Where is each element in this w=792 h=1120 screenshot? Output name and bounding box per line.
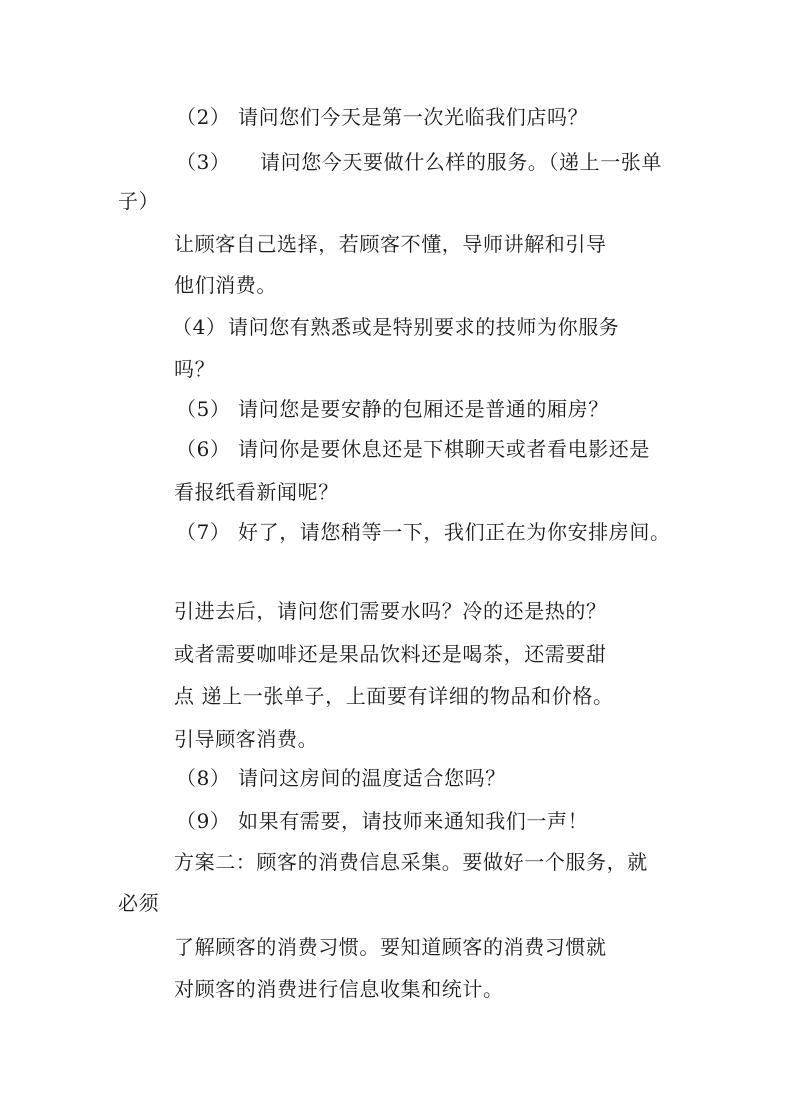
item-3-line	[176, 149, 662, 175]
paragraph-line	[174, 641, 607, 667]
item-number: （3）	[176, 150, 231, 174]
paragraph-line	[118, 890, 159, 916]
paragraph-text: 他们消费。	[174, 273, 277, 297]
paragraph-line	[174, 849, 648, 875]
paragraph-text: 吗？	[174, 357, 216, 381]
paragraph-text: 或者需要咖啡还是果品饮料还是喝茶，还需要甜	[174, 642, 607, 666]
paragraph-line	[174, 598, 607, 624]
item-number: （5）	[176, 397, 231, 421]
paragraph-text: 引进去后，请问您们需要水吗？冷的还是热的？	[174, 599, 607, 623]
paragraph-text: 必须	[118, 891, 160, 915]
item-number: （9）	[176, 809, 231, 833]
paragraph-text: 方案二：顾客的消费信息采集。要做好一个服务，就	[174, 850, 648, 874]
paragraph-text: 请问你是要休息还是下棋聊天或者看电影还是	[238, 437, 650, 461]
paragraph-line	[174, 934, 607, 960]
paragraph-text: 让顾客自己选择，若顾客不懂，导师讲解和引导	[174, 232, 607, 256]
paragraph-text: 如果有需要，请技师来通知我们一声！	[238, 809, 589, 833]
item-8-line	[176, 765, 506, 791]
paragraph-line	[174, 726, 318, 752]
item-7-line	[176, 519, 671, 545]
paragraph-text: 请问这房间的温度适合您吗？	[238, 766, 506, 790]
paragraph-text: 对顾客的消费进行信息收集和统计。	[174, 977, 504, 1001]
item-number: （7）	[176, 520, 231, 544]
paragraph-text: 请问您是要安静的包厢还是普通的厢房？	[238, 397, 609, 421]
paragraph-line	[174, 356, 215, 382]
paragraph-text: 了解顾客的消费习惯。要知道顾客的消费习惯就	[174, 935, 607, 959]
item-4-line	[172, 314, 619, 340]
paragraph-line	[174, 231, 607, 257]
paragraph-text: 请问您有熟悉或是特别要求的技师为你服务	[228, 315, 620, 339]
paragraph-text: 好了，请您稍等一下，我们正在为你安排房间。	[238, 520, 671, 544]
paragraph-text: 子）	[118, 189, 160, 213]
item-number: （8）	[176, 766, 231, 790]
paragraph-line	[174, 683, 614, 709]
paragraph-text: 点 递上一张单子，上面要有详细的物品和价格。	[174, 684, 614, 708]
paragraph-line	[174, 272, 277, 298]
paragraph-text: 引导顾客消费。	[174, 727, 319, 751]
item-6-line	[176, 436, 650, 462]
paragraph-line	[174, 976, 504, 1002]
paragraph-line	[174, 479, 339, 505]
item-9-line	[176, 808, 588, 834]
item-2-line	[176, 104, 588, 130]
item-number: （2）	[176, 105, 231, 129]
item-number: （6）	[176, 437, 231, 461]
paragraph-text: 看报纸看新闻呢？	[174, 480, 339, 504]
paragraph-text: 请问您今天要做什么样的服务。（递上一张单	[260, 150, 662, 174]
item-5-line	[176, 396, 609, 422]
paragraph-text: 请问您们今天是第一次光临我们店吗？	[238, 105, 589, 129]
paragraph-line	[118, 188, 159, 214]
item-number: （4）	[172, 315, 227, 339]
